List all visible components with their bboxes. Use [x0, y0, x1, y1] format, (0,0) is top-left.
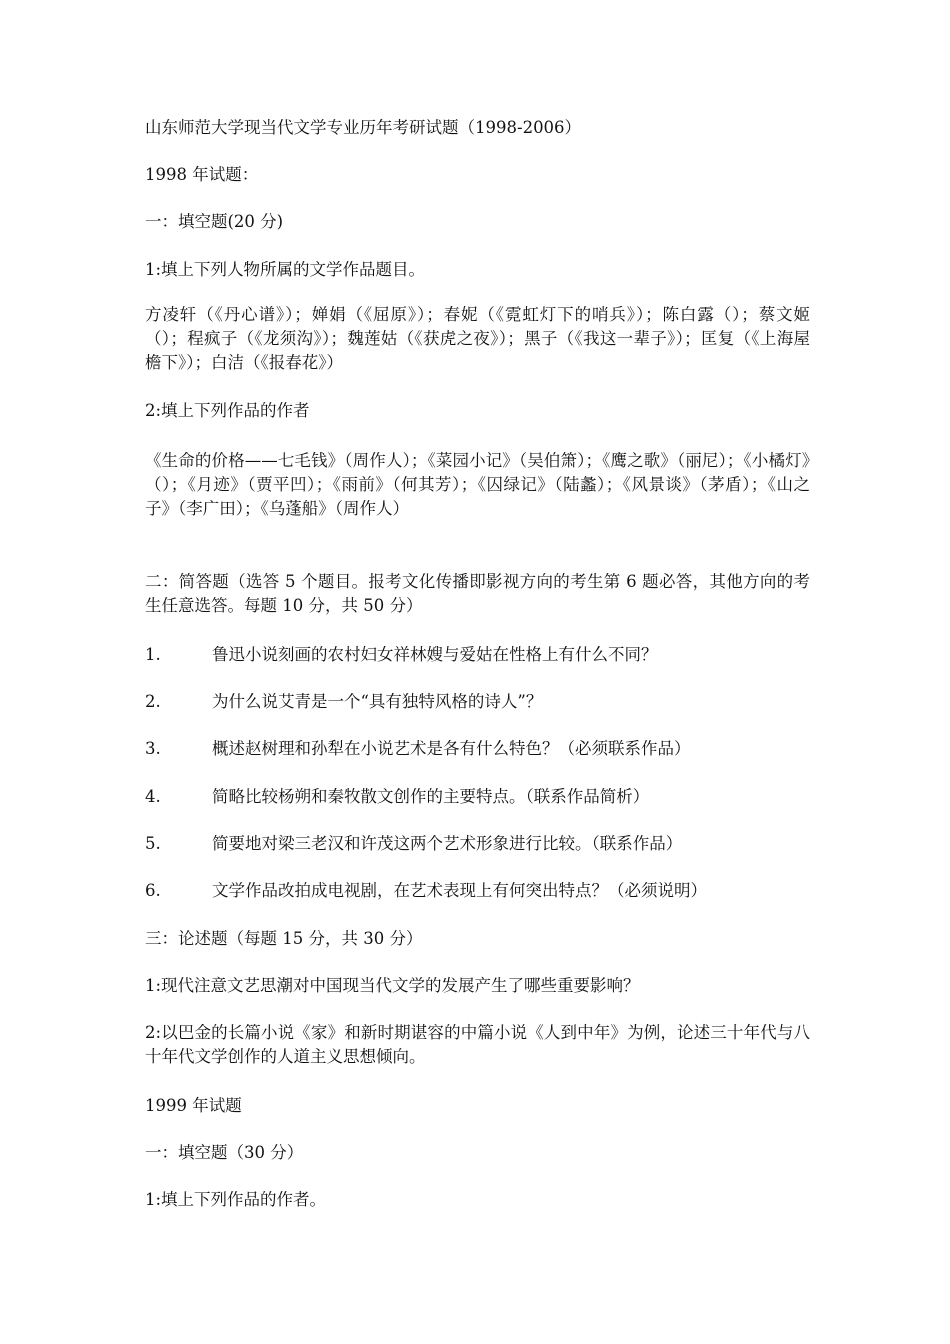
question-number: 3. [145, 739, 161, 758]
question-text: 简要地对梁三老汉和许茂这两个艺术形象进行比较。（联系作品） [212, 834, 683, 853]
question-text: 简略比较杨朔和秦牧散文创作的主要特点。（联系作品简析） [212, 787, 650, 806]
question-number: 2. [145, 692, 161, 711]
essay-question-2: 2:以巴金的长篇小说《家》和新时期谌容的中篇小说《人到中年》为例，论述三十年代与八十年代文学创作的人道主义思想倾向。 [145, 1023, 810, 1066]
short-answer-heading: 二：简答题（选答 5 个题目。报考文化传播即影视方向的考生第 6 题必答，其他方向的考生任意选答。每题 10 分，共 50 分） [145, 572, 810, 615]
fill-blank-1999-q1-prompt: 1:填上下列作品的作者。 [145, 1190, 327, 1209]
question-text: 为什么说艾青是一个“具有独特风格的诗人”？ [212, 692, 543, 711]
fill-blank-q2-body: 《生命的价格——七毛钱》（周作人）；《菜园小记》（吴伯箫）；《鹰之歌》（丽尼）；《小橘灯》（）；《月迹》（贾平凹）；《雨前》（何其芳）；《囚绿记》（陆蠡）；《风景谈》（茅盾）；《山之子》（李广田）；《乌蓬船》（周作人） [145, 451, 810, 518]
question-number: 4. [145, 787, 161, 806]
fill-blank-q2-prompt: 2:填上下列作品的作者 [145, 401, 310, 420]
question-text: 鲁迅小说刻画的农村妇女祥林嫂与爱姑在性格上有什么不同？ [212, 645, 658, 664]
fill-blank-heading-1999: 一：填空题（30 分） [145, 1143, 304, 1162]
question-text: 文学作品改拍成电视剧，在艺术表现上有何突出特点？（必须说明） [212, 881, 707, 900]
essay-heading: 三：论述题（每题 15 分，共 30 分） [145, 929, 423, 948]
question-number: 1. [145, 645, 161, 664]
year-1999-heading: 1999 年试题 [145, 1096, 242, 1115]
fill-blank-q1-body: 方凌轩（《丹心谱》）；婵娟（《屈原》）；春妮（《霓虹灯下的哨兵》）；陈白露（）；蔡文姬（）；程疯子（《龙须沟》）；魏莲姑（《获虎之夜》）；黑子（《我这一辈子》）；匡复（《上海屋檐下》）；白洁（《报春花》） [145, 305, 810, 372]
essay-question-1: 1:现代注意文艺思潮对中国现当代文学的发展产生了哪些重要影响？ [145, 976, 640, 995]
document-title: 山东师范大学现当代文学专业历年考研试题（1998-2006） [145, 118, 582, 137]
question-text: 概述赵树理和孙犁在小说艺术是各有什么特色？（必须联系作品） [212, 739, 691, 758]
fill-blank-q1-prompt: 1:填上下列人物所属的文学作品题目。 [145, 260, 426, 279]
question-number: 5. [145, 834, 161, 853]
question-number: 6. [145, 881, 161, 900]
year-1998-heading: 1998 年试题： [145, 165, 259, 184]
fill-blank-heading-1998: 一：填空题(20 分) [145, 212, 284, 231]
